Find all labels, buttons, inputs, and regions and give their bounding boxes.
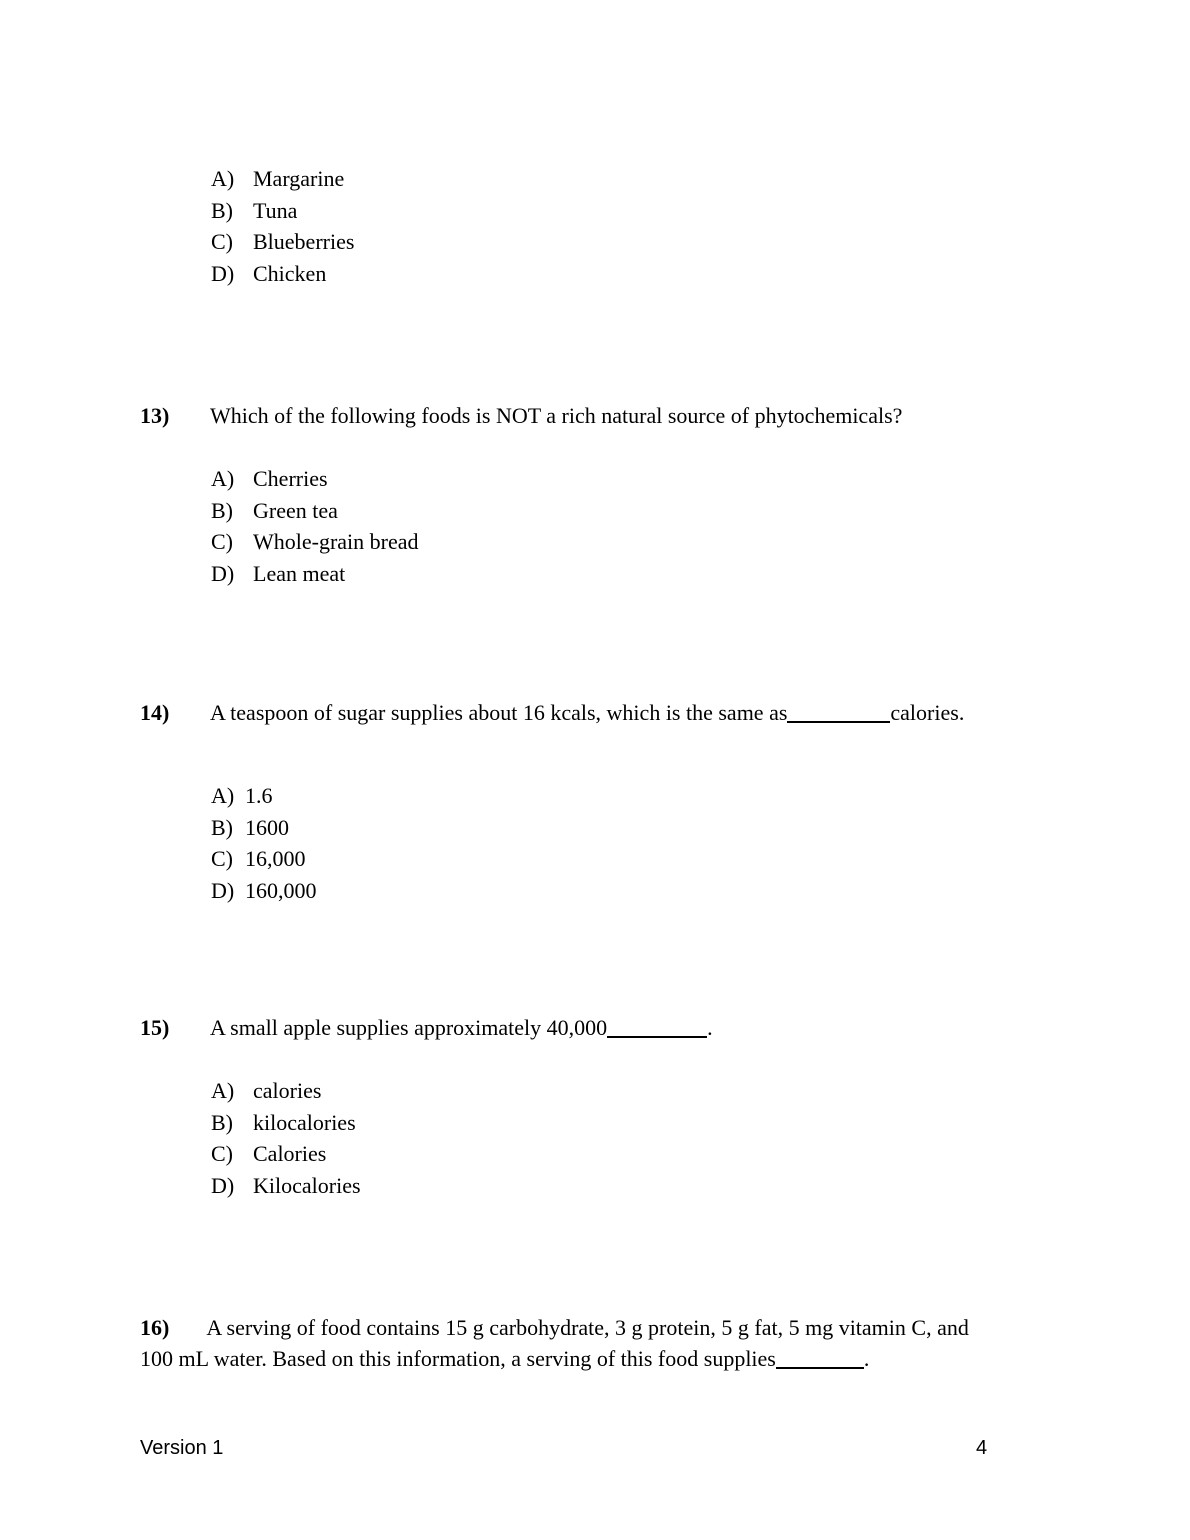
- option-row: [211, 195, 354, 227]
- option-letter: A): [211, 466, 235, 491]
- question-15-options: [211, 1075, 361, 1201]
- question-text-after-blank: .: [707, 1015, 713, 1040]
- question-13: [140, 400, 1140, 431]
- previous-question-options: [211, 163, 354, 289]
- option-text: Whole-grain bread: [253, 529, 419, 555]
- question-text: Which of the following foods is NOT a rich natural source of phytochemicals?: [210, 403, 903, 428]
- option-letter: B): [211, 1109, 233, 1135]
- option-row: [211, 163, 354, 195]
- option-row: [211, 495, 419, 527]
- question-13-options: [211, 463, 419, 589]
- option-letter: D): [211, 560, 235, 586]
- option-row: [211, 780, 317, 812]
- footer-version-label: Version 1: [140, 1437, 224, 1459]
- question-15: [140, 1012, 1140, 1043]
- option-letter: C): [211, 529, 233, 555]
- option-letter: C): [211, 1141, 233, 1167]
- option-text: 16,000: [245, 846, 306, 872]
- question-text-line2: 100 mL water. Based on this information, a serving of this food supplies: [140, 1346, 776, 1371]
- option-letter: A): [211, 783, 235, 808]
- option-letter: A): [211, 1078, 235, 1103]
- option-text: Cherries: [253, 466, 328, 491]
- question-14-options: [211, 780, 317, 906]
- question-number: 14): [140, 700, 170, 725]
- option-row: [211, 558, 419, 590]
- option-letter: A): [211, 166, 235, 191]
- footer-page-number: 4: [976, 1437, 988, 1459]
- option-row: [211, 812, 317, 844]
- option-letter: C): [211, 846, 233, 872]
- option-row: [211, 843, 317, 875]
- option-text: Lean meat: [253, 560, 346, 586]
- fill-in-blank: [776, 1353, 864, 1369]
- option-letter: D): [211, 1172, 235, 1198]
- option-row: [211, 463, 419, 495]
- question-16: [140, 1312, 1150, 1374]
- option-row: [211, 1138, 361, 1170]
- question-text-after-blank: calories.: [890, 700, 965, 725]
- option-letter: D): [211, 877, 235, 903]
- option-row: [211, 1170, 361, 1202]
- option-text: Green tea: [253, 497, 338, 523]
- option-letter: D): [211, 260, 235, 286]
- option-row: [211, 875, 317, 907]
- option-letter: B): [211, 814, 233, 840]
- option-text: 1600: [245, 814, 289, 840]
- option-text: Margarine: [253, 166, 345, 191]
- option-text: 1.6: [245, 783, 273, 808]
- option-letter: C): [211, 229, 233, 255]
- option-row: [211, 1107, 361, 1139]
- option-row: [211, 1075, 361, 1107]
- question-text-before-blank: A teaspoon of sugar supplies about 16 kcals, which is the same as: [210, 700, 788, 725]
- question-text: [210, 1012, 1140, 1043]
- option-letter: B): [211, 497, 233, 523]
- option-letter: B): [211, 197, 233, 223]
- question-number: 15): [140, 1015, 170, 1040]
- option-text: Blueberries: [253, 229, 355, 255]
- option-text: Tuna: [253, 197, 298, 223]
- question-text-line1: A serving of food contains 15 g carbohydrate, 3 g protein, 5 g fat, 5 mg vitamin C, and: [206, 1315, 969, 1340]
- option-row: [211, 226, 354, 258]
- option-text: kilocalories: [253, 1109, 356, 1135]
- option-text: 160,000: [245, 877, 317, 903]
- option-text: Calories: [253, 1141, 327, 1167]
- fill-in-blank: [787, 707, 890, 723]
- question-number: 13): [140, 403, 170, 428]
- option-text: calories: [253, 1078, 322, 1103]
- question-14: [140, 697, 1140, 728]
- question-text: [210, 697, 1140, 728]
- question-text-before-blank: A small apple supplies approximately 40,000: [210, 1015, 608, 1040]
- option-text: Kilocalories: [253, 1172, 361, 1198]
- fill-in-blank: [607, 1022, 707, 1038]
- question-text-after-blank: .: [863, 1346, 870, 1371]
- question-number: 16): [140, 1315, 170, 1340]
- option-row: [211, 526, 419, 558]
- option-text: Chicken: [253, 260, 327, 286]
- option-row: [211, 258, 354, 290]
